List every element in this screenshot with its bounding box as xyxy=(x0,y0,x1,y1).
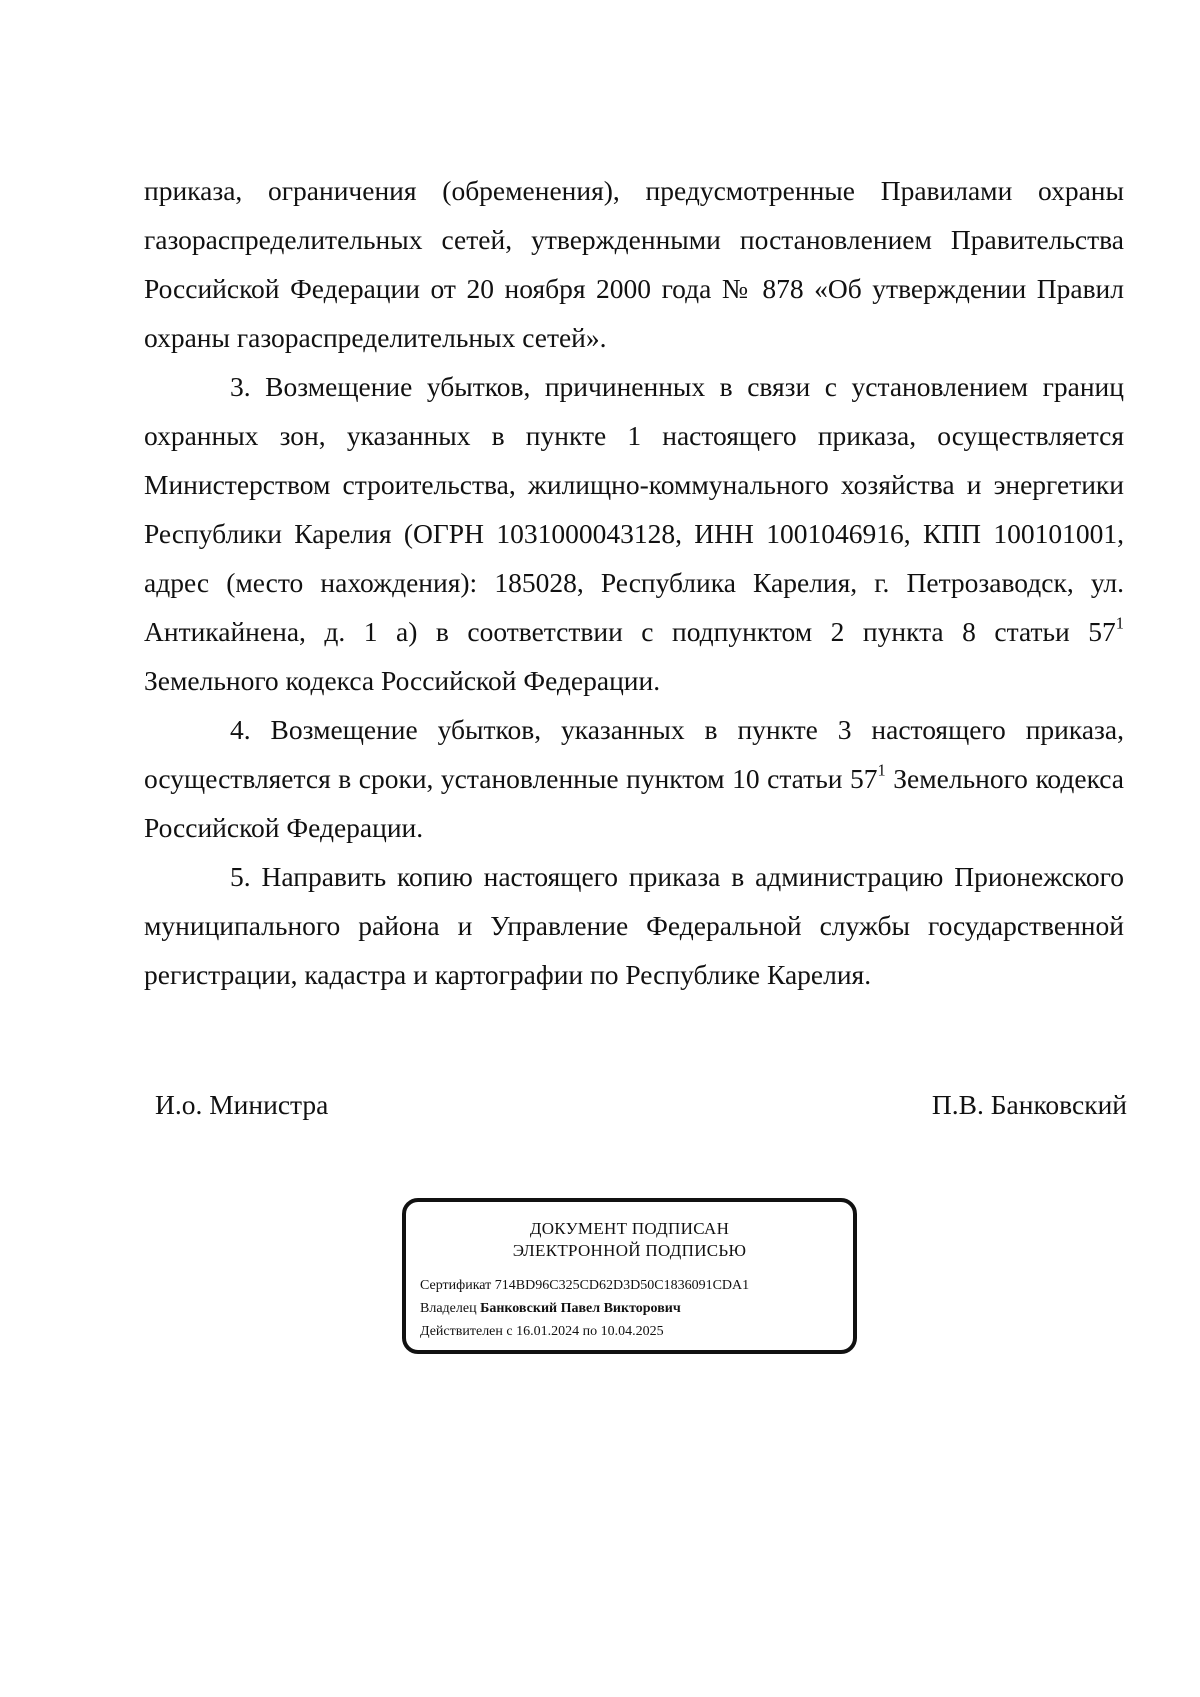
certificate-line xyxy=(420,1274,749,1297)
paragraph-3-text: 3. Возмещение убытков, причиненных в связи с установлением границ охранных зон, указанных в пункте 1 настоящего приказа, осуществляется Министерством строительства, жилищно-коммунального хозяйства и энергетики Республики Карелия (ОГРН 1031000043128, ИНН 1001046916, КПП 100101001, адрес (место нахождения): 185028, Республика Карелия, г. Петрозаводск, ул. Антикайнена, д. 1 а) в соответствии с подпунктом 2 пункта 8 статьи 57 xyxy=(144,371,1124,647)
signature-block xyxy=(155,1085,1127,1125)
validity-label: Действителен с xyxy=(420,1324,513,1339)
owner-line xyxy=(420,1297,749,1320)
superscript: 1 xyxy=(877,760,886,780)
validity-line xyxy=(420,1320,749,1343)
paragraph-4-text: 4. Возмещение убытков, указанных в пункте 3 настоящего приказа, осуществляется в сроки, установленные пунктом 10 статьи 57 xyxy=(144,714,1124,794)
owner-label: Владелец xyxy=(420,1301,477,1316)
stamp-heading xyxy=(406,1218,853,1262)
paragraph-4 xyxy=(144,705,1124,852)
valid-from: 16.01.2024 xyxy=(516,1324,580,1339)
paragraph-3 xyxy=(144,362,1124,705)
validity-to-label: по xyxy=(582,1324,598,1339)
paragraph-4-text-end: Земельного кодекса Российской Федерации. xyxy=(144,763,1124,843)
owner-value: Банковский Павел Викторович xyxy=(480,1301,681,1316)
stamp-heading-line-2: ЭЛЕКТРОННОЙ ПОДПИСЬЮ xyxy=(512,1241,747,1260)
certificate-value: 714BD96C325CD62D3D50C1836091CDA1 xyxy=(494,1278,750,1293)
signatory-name: П.В. Банковский xyxy=(931,1089,1127,1120)
signatory-title: И.о. Министра xyxy=(155,1089,329,1120)
stamp-heading-line-1: ДОКУМЕНТ ПОДПИСАН xyxy=(529,1219,730,1238)
paragraph-5: 5. Направить копию настоящего приказа в администрацию Прионежского муниципального района и Управление Федеральной службы государственной регистрации, кадастра и картографии по Республике Карелия. xyxy=(144,861,1124,990)
stamp-details xyxy=(420,1274,749,1343)
document-body xyxy=(144,166,1124,999)
valid-to: 10.04.2025 xyxy=(600,1324,664,1339)
superscript: 1 xyxy=(1115,613,1124,633)
certificate-label: Сертификат xyxy=(420,1278,492,1293)
electronic-signature-stamp xyxy=(402,1198,857,1354)
paragraph-continuation: приказа, ограничения (обременения), предусмотренные Правилами охраны газораспределительных сетей, утвержденными постановлением Правительства Российской Федерации от 20 ноября 2000 года № 878 «Об утверждении Правил охраны газораспределительных сетей». xyxy=(144,175,1124,353)
paragraph-3-text-end: Земельного кодекса Российской Федерации. xyxy=(144,665,661,696)
